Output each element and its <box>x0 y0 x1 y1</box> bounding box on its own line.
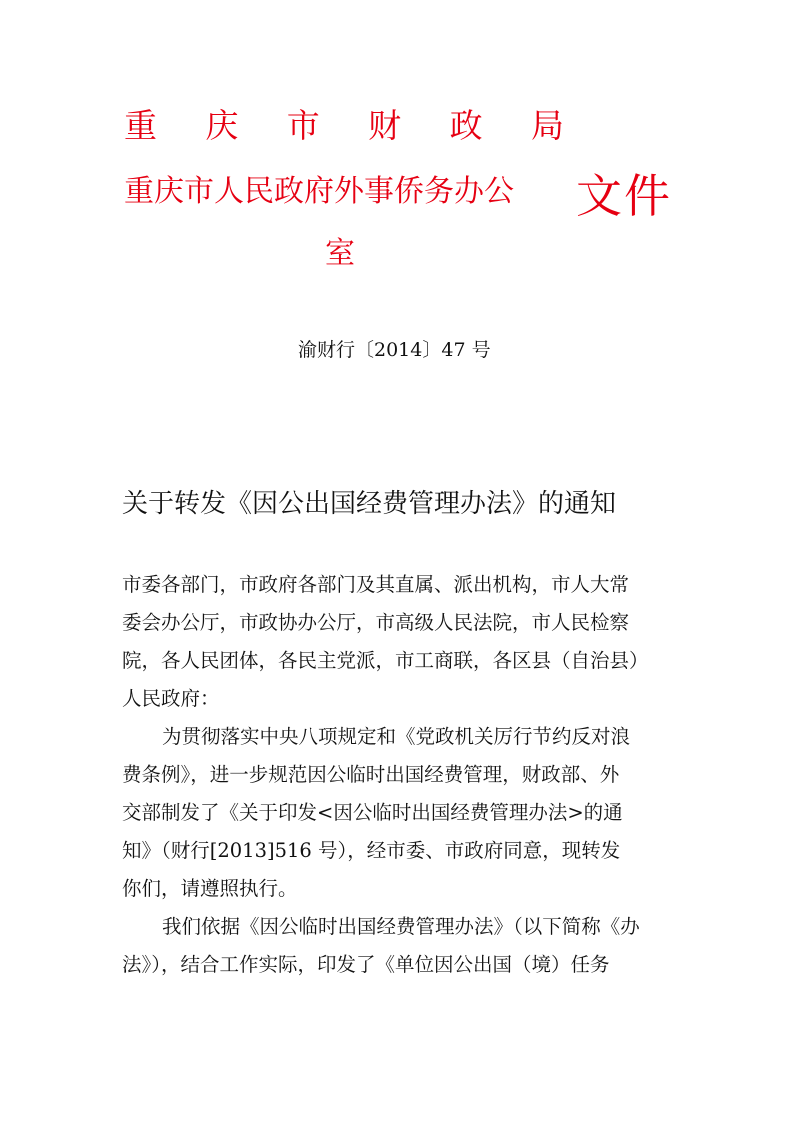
paragraph-line: 为贯彻落实中央八项规定和《党政机关厉行节约反对浪 <box>162 725 631 748</box>
recipients-line: 人民政府： <box>122 687 220 710</box>
paragraph-2 <box>122 908 682 984</box>
document-number: 渝财行〔2014〕47 号 <box>298 339 491 361</box>
paragraph-line: 知》（财行[2013]516 号），经市委、市政府同意，现转发 <box>122 839 621 862</box>
document-type-label: 文件 <box>576 169 672 223</box>
recipients-line: 委会办公厅，市政协办公厅，市高级人民法院，市人民检察 <box>122 611 630 634</box>
document-title: 关于转发《因公出国经费管理办法》的通知 <box>122 489 617 519</box>
recipients <box>122 566 682 718</box>
paragraph-line: 交部制发了《关于印发<因公临时出国经费管理办法>的通 <box>122 801 623 824</box>
org-char: 庆 <box>205 106 239 145</box>
recipients-line: 市委各部门，市政府各部门及其直属、派出机构，市人大常 <box>122 573 630 596</box>
issuing-org-foreign-affairs-office-cont: 室 <box>325 236 355 271</box>
paragraph-line: 你们，请遵照执行。 <box>122 877 298 900</box>
org-char: 政 <box>449 106 483 145</box>
paragraph-1 <box>122 718 682 908</box>
org-char: 局 <box>530 106 564 145</box>
paragraph-line: 费条例》，进一步规范因公临时出国经费管理，财政部、外 <box>122 763 620 786</box>
recipients-line: 院，各人民团体，各民主党派，市工商联，各区县（自治县） <box>122 649 649 672</box>
document-body <box>122 566 682 984</box>
org-char: 市 <box>286 106 320 145</box>
issuing-org-finance-bureau <box>124 104 564 148</box>
org-char: 重 <box>124 106 157 145</box>
paragraph-line: 我们依据《因公临时出国经费管理办法》（以下简称《办 <box>162 915 640 938</box>
issuing-org-foreign-affairs-office: 重庆市人民政府外事侨务办公 <box>124 174 514 209</box>
org-char: 财 <box>368 106 402 145</box>
paragraph-line: 法》），结合工作实际，印发了《单位因公出国（境）任务 <box>122 953 610 976</box>
